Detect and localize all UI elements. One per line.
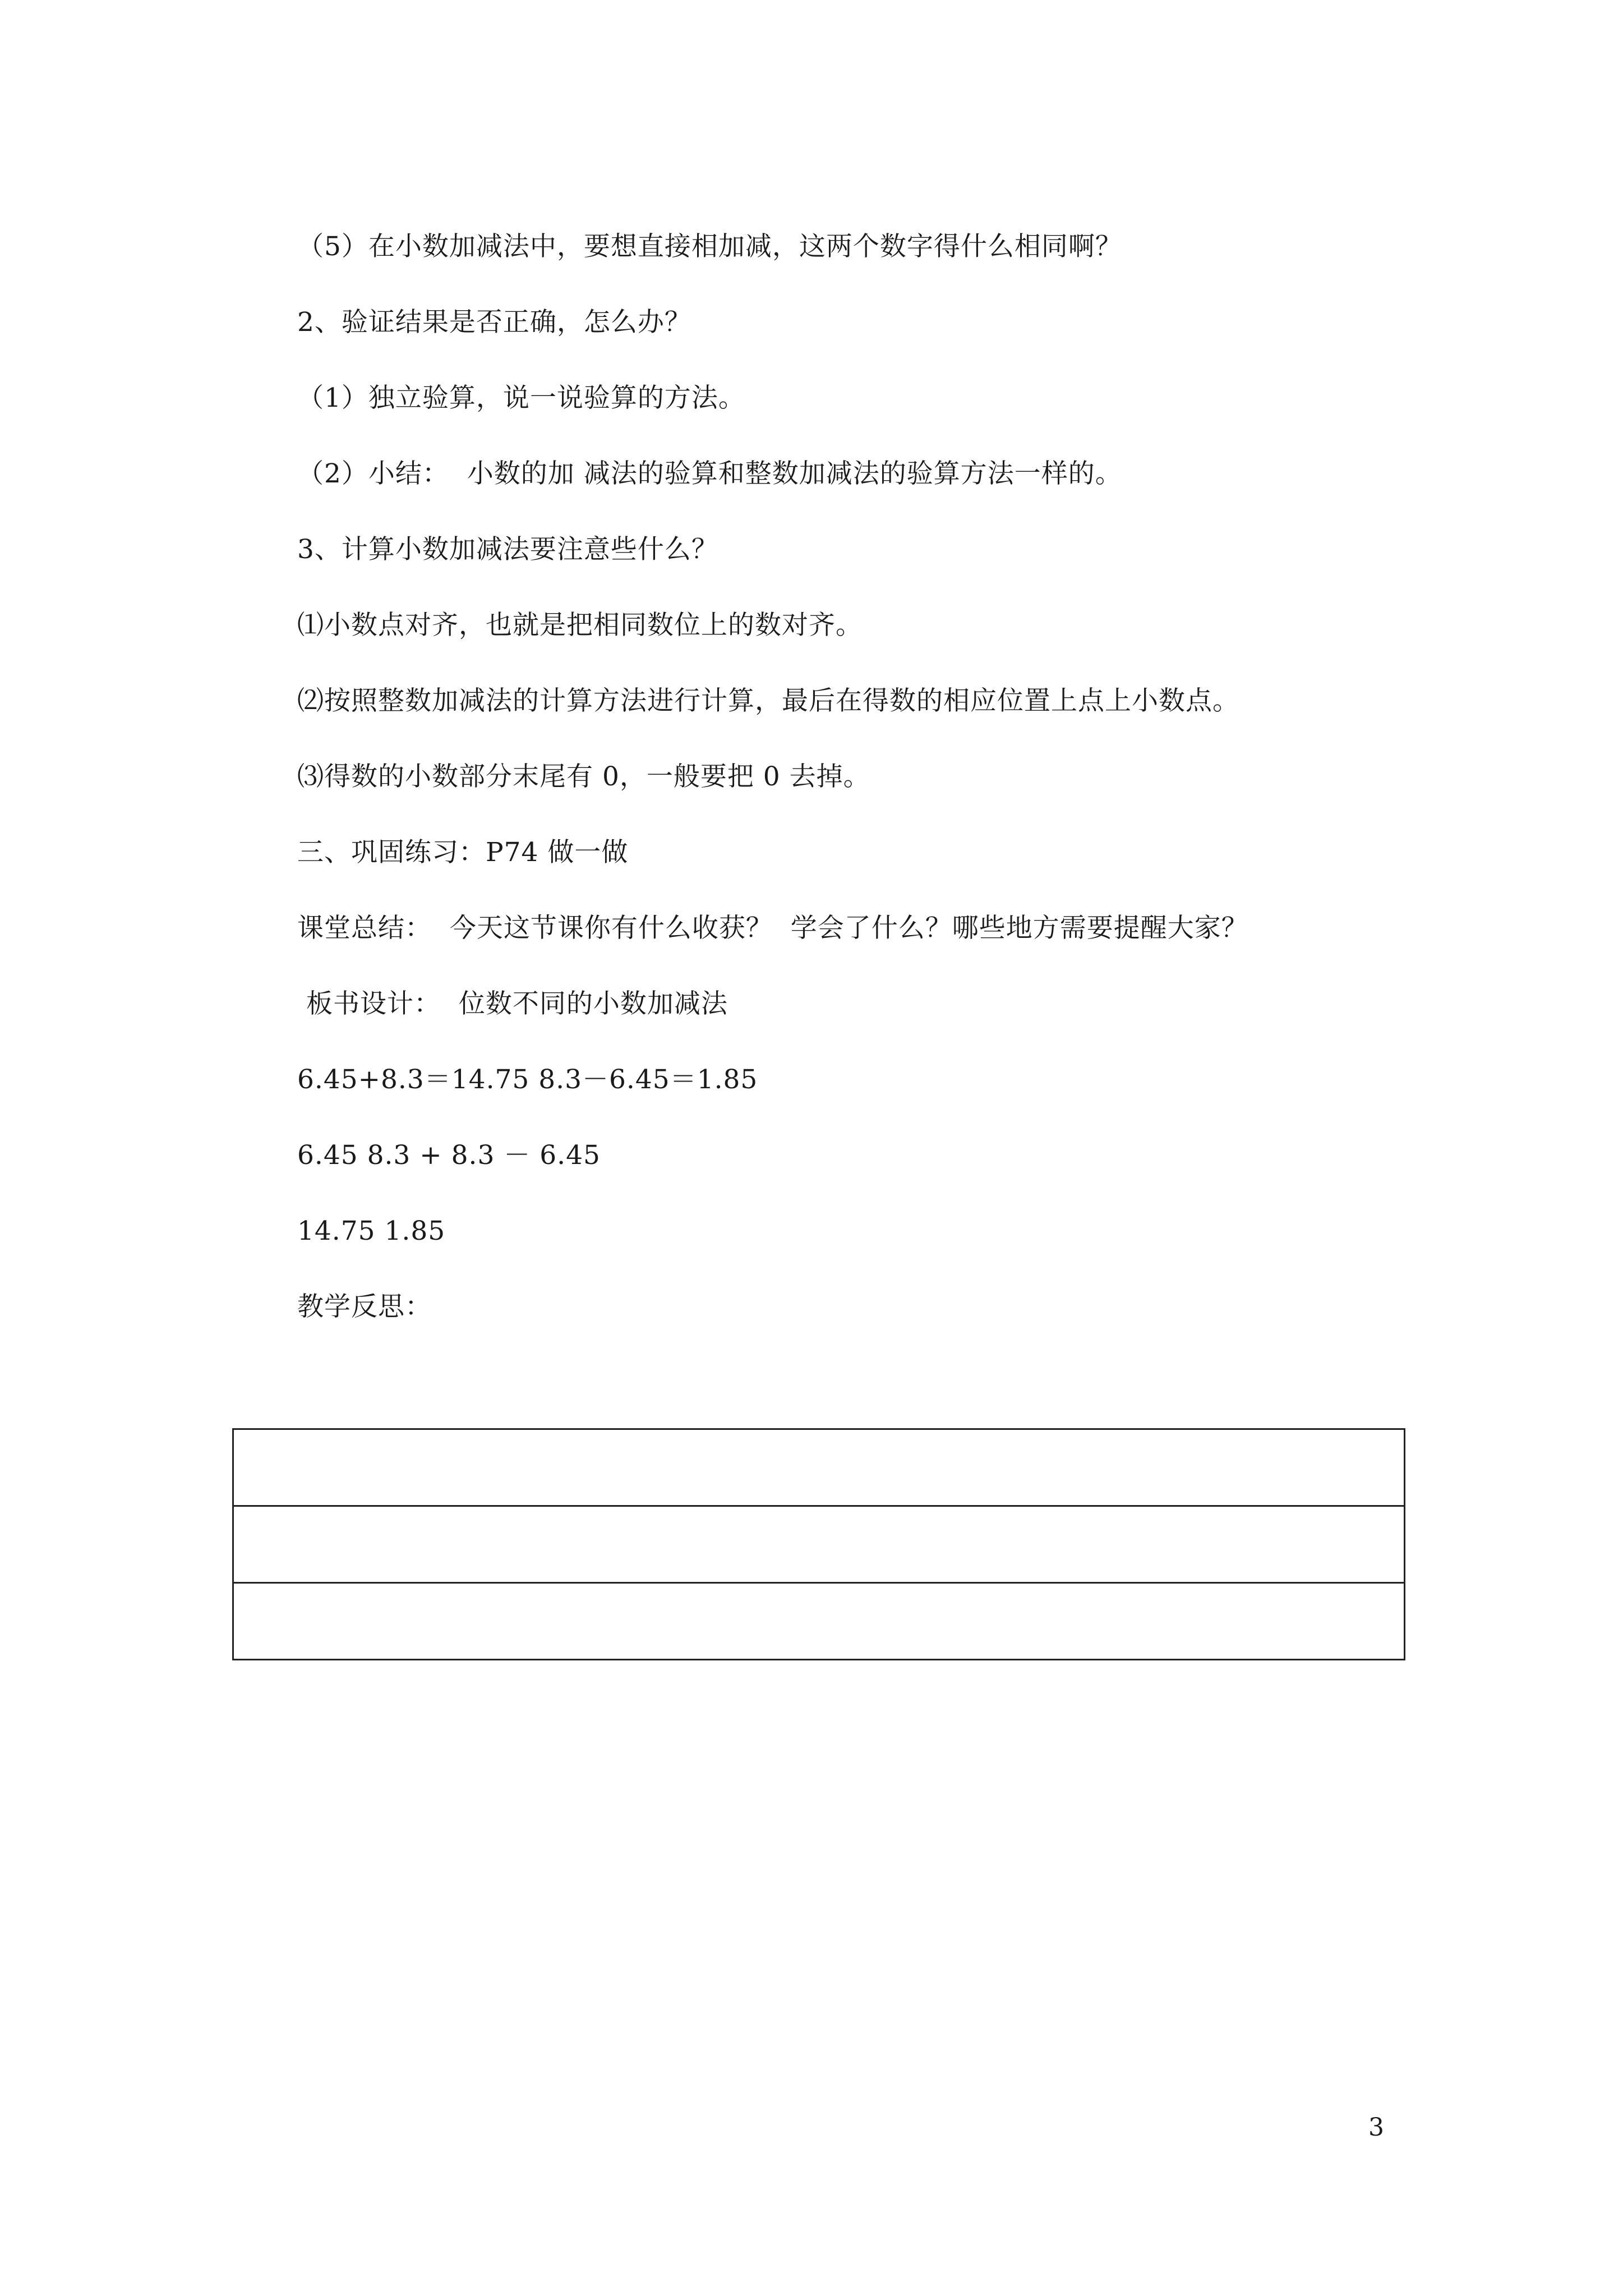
text-line-1: （5）在小数加减法中，要想直接相加减，这两个数字得什么相同啊？ xyxy=(297,231,1122,262)
table-row xyxy=(233,1506,1405,1583)
text-line-8: ⑶得数的小数部分末尾有 0，一般要把 0 去掉。 xyxy=(297,761,870,792)
table-cell xyxy=(233,1583,1405,1660)
text-line-11: 板书设计： 位数不同的小数加减法 xyxy=(297,988,728,1019)
text-line-7: ⑵按照整数加减法的计算方法进行计算，最后在得数的相应位置上点上小数点。 xyxy=(297,685,1239,716)
reflection-table xyxy=(232,1428,1405,1660)
text-line-14: 14.75 1.85 xyxy=(297,1216,446,1246)
table-row xyxy=(233,1583,1405,1660)
text-line-3: （1）独立验算，说一说验算的方法。 xyxy=(297,383,745,413)
text-line-4: （2）小结： 小数的加 减法的验算和整数加减法的验算方法一样的。 xyxy=(297,458,1122,489)
text-line-10: 课堂总结： 今天这节课你有什么收获？ 学会了什么？哪些地方需要提醒大家？ xyxy=(297,913,1248,944)
text-line-15: 教学反思： xyxy=(297,1291,432,1322)
table-row xyxy=(233,1429,1405,1506)
text-line-2: 2、验证结果是否正确，怎么办？ xyxy=(297,307,691,338)
text-line-13: 6.45 8.3 + 8.3 － 6.45 xyxy=(297,1140,601,1171)
table-cell xyxy=(233,1429,1405,1506)
table-cell xyxy=(233,1506,1405,1583)
text-line-6: ⑴小数点对齐，也就是把相同数位上的数对齐。 xyxy=(297,610,863,641)
text-line-12: 6.45+8.3＝14.75 8.3－6.45＝1.85 xyxy=(297,1064,758,1095)
page-number: 3 xyxy=(1368,2113,1384,2142)
text-line-9: 三、巩固练习：P74 做一做 xyxy=(297,837,629,868)
text-line-5: 3、计算小数加减法要注意些什么？ xyxy=(297,534,718,565)
